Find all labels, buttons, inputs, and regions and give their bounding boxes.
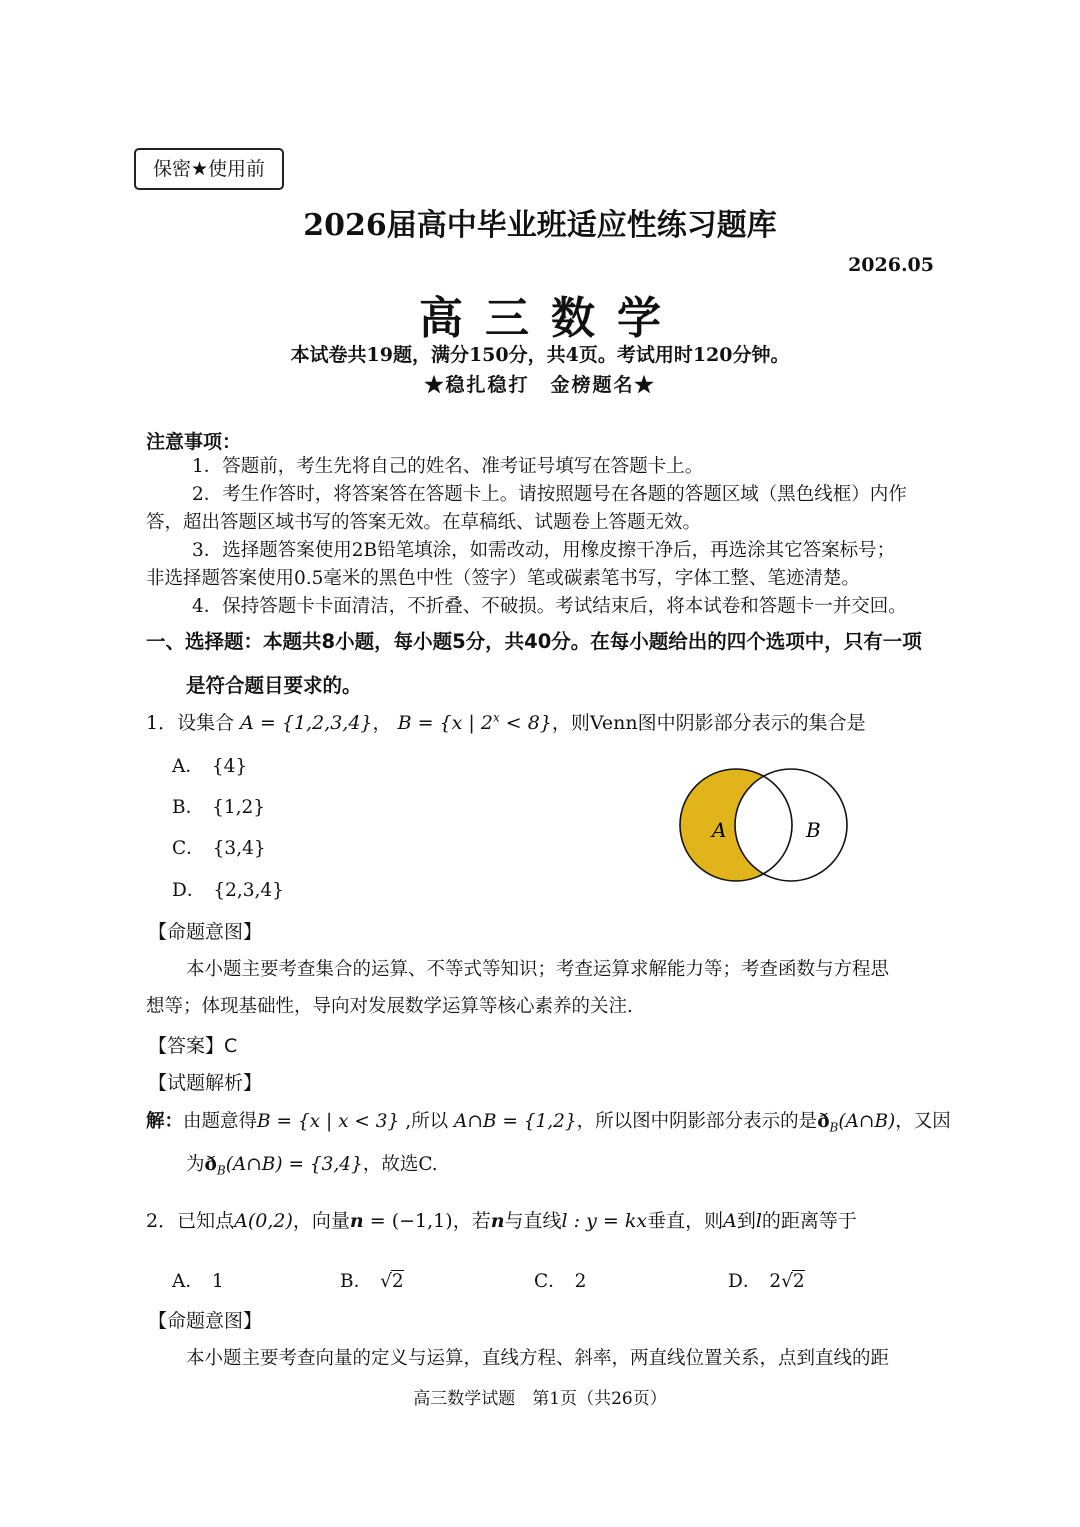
- q2-option-d: D． 2√2: [728, 1271, 805, 1292]
- notice-item-1: 1．答题前，考生先将自己的姓名、准考证号填写在答题卡上。: [192, 456, 704, 477]
- q1-answer: 【答案】C: [148, 1035, 238, 1057]
- q1-intent-tag: 【命题意图】: [148, 921, 263, 943]
- venn-label-b: B: [806, 818, 821, 842]
- bank-title: 2026届高中毕业班适应性练习题库: [303, 208, 777, 243]
- motto: ★稳扎稳打 金榜题名★: [424, 374, 656, 396]
- set-a: A = {1,2,3,4}: [240, 712, 373, 734]
- notice-item-3: 3．选择题答案使用2B铅笔填涂，如需改动，用橡皮擦干净后，再选涂其它答案标号；: [192, 540, 896, 561]
- q1-solution-line1: 解：由题意得B = {x | x < 3} ,所以 A∩B = {1,2}，所以图中阴影部分表示的是$ð_B(A\cap B)$，又因: [146, 1111, 951, 1135]
- notice-item-2: 2．考生作答时，将答案答在答题卡上。请按照题号在各题的答题区域（黑色线框）内作: [192, 484, 907, 505]
- question-number: 2．: [146, 1210, 178, 1232]
- exam-meta: 本试卷共19题，满分150分，共4页。考试用时120分钟。: [290, 344, 790, 366]
- notice-item-3-cont: 非选择题答案使用0.5毫米的黑色中性（签字）笔或碳素笔书写，字体工整、笔迹清楚。: [146, 568, 860, 589]
- notice-item-4: 4．保持答题卡卡面清洁，不折叠、不破损。考试结束后，将本试卷和答题卡一并交回。: [192, 596, 907, 617]
- subject-title: 高三数学: [419, 293, 683, 344]
- venn-diagram: [672, 762, 856, 888]
- answer-value: C: [224, 1035, 238, 1057]
- q1-option-d: D． {2,3,4}: [172, 880, 284, 901]
- question-1: 1．设集合 A = {1,2,3,4}， B = {x | $2^x < 8$}，则Venn图中阴影部分表示的集合是: [146, 710, 866, 734]
- question-number: 1．: [146, 712, 178, 734]
- page-footer: 高三数学试题 第1页（共26页）: [413, 1389, 667, 1409]
- section-heading-cont: 是符合题目要求的。: [186, 674, 362, 697]
- q1-intent-line2: 想等；体现基础性，导向对发展数学运算等核心素养的关注.: [146, 996, 633, 1017]
- confidential-stamp: 保密★使用前: [134, 148, 284, 190]
- q1-option-b: B． {1,2}: [172, 797, 266, 818]
- q1-intent-line1: 本小题主要考查集合的运算、不等式等知识；考查运算求解能力等；考查函数与方程思: [186, 959, 890, 980]
- q1-solution-line2: 为$ð_B(A\cap B) = \{3,4\}$，故选C.: [186, 1154, 438, 1178]
- exam-date: 2026.05: [848, 254, 934, 276]
- q2-option-b: B． √2: [340, 1271, 404, 1292]
- q2-option-a: A． 1: [172, 1271, 224, 1292]
- q1-option-c: C． {3,4}: [172, 838, 266, 859]
- q2-option-c: C． 2: [534, 1271, 587, 1292]
- q1-analysis-tag: 【试题解析】: [148, 1072, 263, 1094]
- notice-title: 注意事项：: [146, 431, 242, 453]
- venn-label-a: A: [712, 818, 727, 842]
- notice-item-2-cont: 答，超出答题区域书写的答案无效。在草稿纸、试题卷上答题无效。: [146, 512, 702, 533]
- q1-option-a: A． {4}: [172, 756, 248, 777]
- question-2: 2．已知点A(0,2)，向量n = (−1,1)，若n与直线l : y = kx垂直，则A到l的距离等于: [146, 1210, 857, 1232]
- q2-intent-tag: 【命题意图】: [148, 1310, 263, 1332]
- section-heading: 一、选择题：本题共8小题，每小题5分，共40分。在每小题给出的四个选项中，只有一项: [146, 630, 922, 653]
- q2-intent-line1: 本小题主要考查向量的定义与运算，直线方程、斜率，两直线位置关系，点到直线的距: [186, 1348, 890, 1369]
